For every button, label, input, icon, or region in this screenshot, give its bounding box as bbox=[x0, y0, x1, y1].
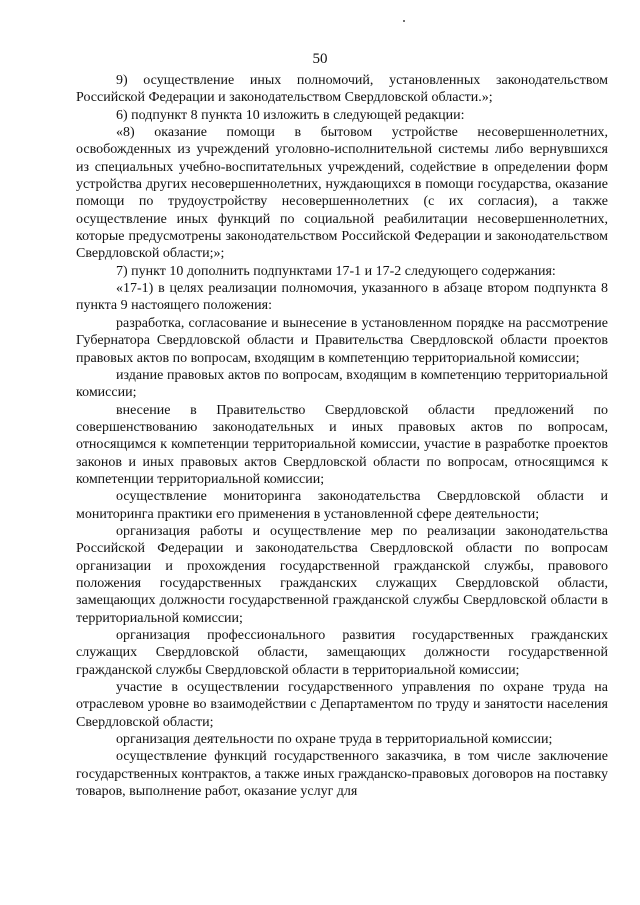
paragraph-issuing-acts: издание правовых актов по вопросам, входящим в компетенцию территориальной комиссии; bbox=[76, 367, 608, 401]
paragraph-civil-service: организация работы и осуществление мер по реализации законодательства Российской Федерации и законодательства Свердловской области по вопросам организации и прохождения государственной гражданской службы, правового положения государственных гражданских служащих Свердловской области, замещающих должности государственной гражданской службы Свердловской области в территориальной комиссии; bbox=[76, 523, 608, 626]
paragraph-amendment-7: 7) пункт 10 дополнить подпунктами 17-1 и 17-2 следующего содержания: bbox=[116, 263, 556, 279]
paragraph-state-customer: осуществление функций государственного заказчика, в том числе заключение государственных контрактов, а также иных гражданско-правовых договоров на поставку товаров, выполнение работ, оказание услуг для bbox=[76, 749, 608, 800]
paragraph-item-9: 9) осуществление иных полномочий, установленных законодательством Российской Федерации и законодательством Свердловской области.»; bbox=[76, 73, 608, 106]
paragraph-amendment-6: 6) подпункт 8 пункта 10 изложить в следующей редакции: bbox=[116, 107, 465, 123]
paragraph-monitoring: осуществление мониторинга законодательства Свердловской области и мониторинга практики его применения в установленной сфере деятельности; bbox=[76, 489, 608, 522]
paragraph-labor-protection-organization: организация деятельности по охране труда в территориальной комиссии; bbox=[116, 732, 553, 748]
document-body bbox=[76, 72, 608, 800]
paragraph-drafting: разработка, согласование и вынесение в установленном порядке на рассмотрение Губернатора Свердловской области и Правительства Свердловской области проектов правовых актов по вопросам, входящим в компетенцию территориальной комиссии; bbox=[76, 315, 608, 366]
paragraph-professional-development: организация профессионального развития государственных гражданских служащих Свердловской области, замещающих должности государственной гражданской службы Свердловской области в территориальной комиссии; bbox=[76, 628, 608, 678]
paragraph-labor-protection-management: участие в осуществлении государственного управления по охране труда на отраслевом уровне во взаимодействии с Департаментом по труду и занятости населения Свердловской области; bbox=[76, 680, 608, 730]
scan-speck bbox=[403, 20, 405, 22]
page-number: 50 bbox=[312, 51, 328, 67]
paragraph-subitem-8: «8) оказание помощи в бытовом устройстве несовершеннолетних, освобожденных из учреждений уголовно-исполнительной системы либо вернувшихся из специальных учебно-воспитательных учреждений, содействие в определении форм устройства других несовершеннолетних, нуждающихся в помощи государства, оказание помощи по трудоустройству несовершеннолетних (с их согласия), а также осуществление иных функций по социальной реабилитации несовершеннолетних, которые предусмотрены законодательством Российской Федерации и законодательством Свердловской области;»; bbox=[76, 125, 608, 262]
paragraph-subitem-17-1: «17-1) в целях реализации полномочия, указанного в абзаце втором подпункта 8 пункта 9 настоящего положения: bbox=[76, 281, 608, 314]
paragraph-proposals: внесение в Правительство Свердловской области предложений по совершенствованию законодательных и иных правовых актов по вопросам, относящимся к компетенции территориальной комиссии, участие в разработке проектов законов и иных правовых актов Свердловской области по вопросам, относящимся к компетенции территориальной комиссии; bbox=[76, 402, 608, 487]
